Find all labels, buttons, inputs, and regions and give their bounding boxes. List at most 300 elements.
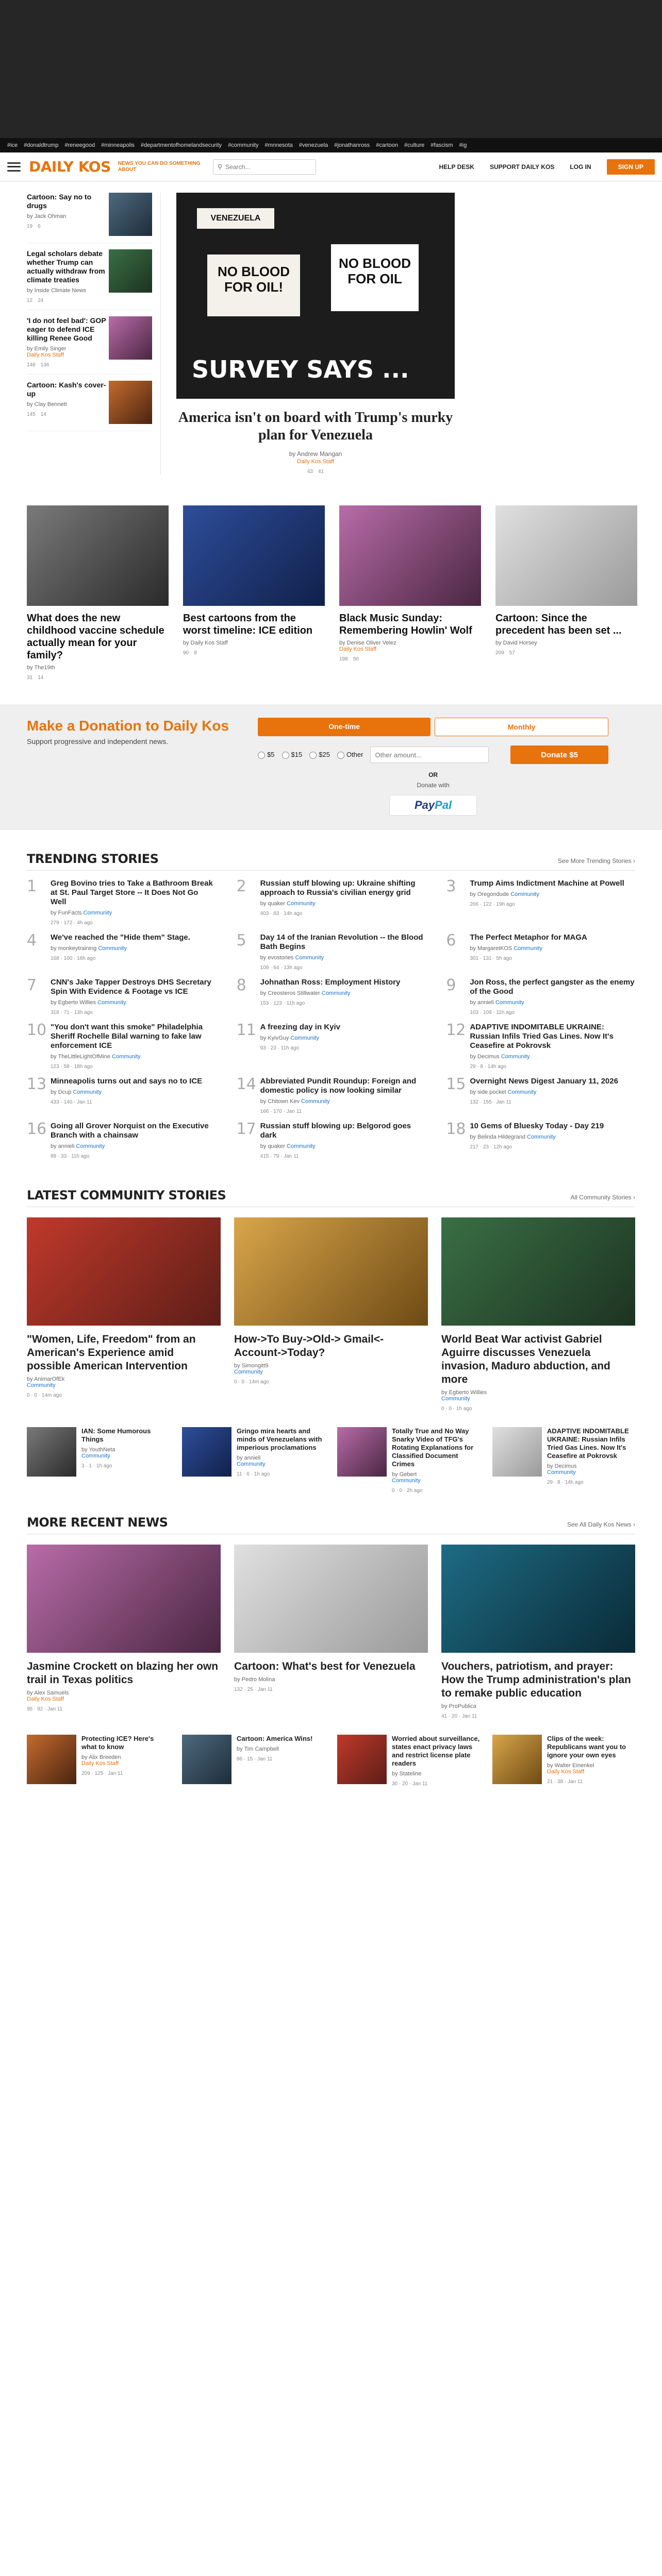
- trending-item[interactable]: [446, 1122, 635, 1159]
- story-byline[interactable]: by Clay Bennett: [27, 401, 67, 408]
- story-card[interactable]: [27, 505, 169, 681]
- story-byline[interactable]: by Egberto Willies: [441, 1389, 487, 1396]
- story-title[interactable]: CNN's Jake Tapper Destroys DHS Secretary Spin With Evidence & Footage vs ICE: [51, 978, 211, 996]
- story-byline[interactable]: by The19th: [27, 665, 55, 671]
- recommend-count[interactable]: 90: [183, 650, 189, 656]
- rank-number: 18: [446, 1120, 466, 1138]
- search-input[interactable]: [225, 163, 311, 171]
- donate-title: Make a Donation to Daily Kos: [27, 718, 229, 734]
- story-title[interactable]: Russian stuff blowing up: Belgorod goes dark: [260, 1122, 411, 1140]
- topic-tag[interactable]: #ig: [459, 142, 467, 148]
- story-meta: 0 · 0 · 1h ago: [441, 1406, 472, 1412]
- story-byline: [51, 1143, 216, 1149]
- side-story[interactable]: [27, 316, 152, 375]
- topic-tag[interactable]: #ice: [7, 142, 18, 148]
- trending-body: [470, 879, 624, 926]
- rank-number: 11: [236, 1021, 256, 1039]
- community-tag[interactable]: Community: [507, 1089, 537, 1095]
- feature-title[interactable]: America isn't on board with Trump's murky plan for Venezuela: [178, 410, 453, 443]
- story-thumbnail[interactable]: [182, 1735, 231, 1784]
- amount-label: $25: [319, 751, 330, 759]
- story-byline: [260, 990, 401, 996]
- comment-count[interactable]: 8: [194, 650, 197, 656]
- story-title[interactable]: Gringo mira hearts and minds of Venezuelans with imperious proclamations: [237, 1427, 322, 1451]
- story-byline[interactable]: by Stateline: [392, 1771, 422, 1777]
- topic-tag[interactable]: #departmentofhomelandsecurity: [141, 142, 222, 148]
- comment-count[interactable]: 24: [38, 298, 44, 303]
- story-title[interactable]: Jon Ross, the perfect gangster as the enemy of the Good: [470, 978, 635, 996]
- story-meta: [495, 650, 637, 656]
- comment-count[interactable]: 50: [353, 656, 359, 662]
- radio-button[interactable]: [282, 752, 289, 759]
- community-tag[interactable]: Community: [527, 1134, 556, 1140]
- recommend-count[interactable]: 19: [27, 224, 33, 229]
- amount-option[interactable]: [282, 751, 303, 759]
- rank-number: 15: [446, 1075, 466, 1093]
- monthly-toggle[interactable]: Monthly: [435, 718, 608, 736]
- story-meta: 301 · 131 · 5h ago: [470, 956, 512, 961]
- search-box[interactable]: [213, 159, 316, 175]
- story-title[interactable]: How->To Buy->Old-> Gmail<-Account->Today?: [234, 1333, 384, 1359]
- author-link[interactable]: by evostories: [260, 955, 294, 961]
- story-meta: 206 · 122 · 19h ago: [470, 902, 515, 907]
- comment-count[interactable]: 136: [40, 362, 49, 368]
- trending-item[interactable]: [27, 879, 216, 926]
- story-byline[interactable]: by Alix Breeden: [81, 1754, 121, 1760]
- protest-sign: NO BLOOD FOR OIL!: [207, 255, 300, 316]
- story-title[interactable]: "You don't want this smoke" Philadelphia Sheriff Rochelle Bilal warning to fake law enforcement ICE: [51, 1023, 203, 1050]
- feature-image[interactable]: [176, 193, 455, 399]
- story-thumbnail[interactable]: [109, 249, 152, 293]
- author-link[interactable]: by quaker: [260, 1143, 285, 1149]
- trending-item[interactable]: [27, 933, 216, 971]
- story-byline: [470, 999, 635, 1006]
- trending-item[interactable]: [27, 978, 216, 1015]
- side-stories: [27, 193, 161, 474]
- feature-story[interactable]: [161, 193, 635, 474]
- story-image[interactable]: [183, 505, 325, 606]
- mini-story[interactable]: [27, 1735, 170, 1787]
- author-link[interactable]: by MargaretKOS: [470, 945, 512, 952]
- story-byline[interactable]: by Daily Kos Staff: [183, 640, 228, 646]
- story-byline[interactable]: by Jack Ohman: [27, 213, 67, 219]
- side-story[interactable]: [27, 249, 152, 310]
- story-title[interactable]: Day 14 of the Iranian Revolution -- the Blood Bath Begins: [260, 933, 423, 951]
- trending-item[interactable]: [446, 1077, 635, 1114]
- story-byline[interactable]: by AnimarOfEk: [27, 1376, 65, 1382]
- story-title[interactable]: 10 Gems of Bluesky Today - Day 219: [470, 1122, 604, 1130]
- side-story-text: [27, 249, 109, 303]
- trending-body: [51, 1122, 216, 1159]
- side-story[interactable]: [27, 193, 152, 243]
- recommend-count[interactable]: 31: [27, 675, 33, 681]
- mini-story[interactable]: [182, 1735, 325, 1787]
- trending-body: [260, 1023, 340, 1070]
- trending-body: [470, 1023, 635, 1070]
- story-meta: 132 · 25 · Jan 11: [234, 1687, 273, 1692]
- recommend-count[interactable]: 209: [495, 650, 504, 656]
- radio-button[interactable]: [309, 752, 317, 759]
- story-byline[interactable]: by Gebert: [392, 1471, 417, 1478]
- site-logo[interactable]: DAILY KOS: [29, 158, 111, 175]
- author-link[interactable]: by annieli: [51, 1143, 75, 1149]
- mini-story[interactable]: [337, 1735, 480, 1787]
- trending-item[interactable]: [446, 879, 635, 926]
- story-meta: 109 · 64 · 13h ago: [260, 965, 303, 971]
- story-byline[interactable]: by annieli: [237, 1455, 261, 1461]
- community-tag[interactable]: Community: [295, 955, 324, 961]
- mini-story[interactable]: [337, 1427, 480, 1494]
- story-title[interactable]: ADAPTIVE INDOMITABLE UKRAINE: Russian Infils Tried Gas Lines. Now It's Ceasefire at Pokrovsk: [547, 1427, 629, 1460]
- see-more-link[interactable]: See All Daily Kos News ›: [567, 1521, 635, 1528]
- story-byline[interactable]: by Emily Singer: [27, 346, 67, 352]
- community-tag[interactable]: Community: [392, 1478, 421, 1484]
- trending-item[interactable]: [237, 1023, 426, 1070]
- story-title[interactable]: Johnathan Ross: Employment History: [260, 978, 401, 987]
- community-tag[interactable]: Daily Kos Staff: [547, 1769, 584, 1775]
- story-meta: 0 · 0 · 14m ago: [27, 1393, 62, 1398]
- topic-tag[interactable]: #cartoon: [376, 142, 399, 148]
- feature-meta: [176, 469, 455, 474]
- community-tag[interactable]: Daily Kos Staff: [27, 1696, 64, 1702]
- story-image[interactable]: [441, 1217, 635, 1326]
- recommend-count[interactable]: 148: [27, 362, 36, 368]
- story-thumbnail[interactable]: [109, 316, 152, 360]
- topic-tag[interactable]: #culture: [404, 142, 425, 148]
- author-link[interactable]: by Creosteros Stillwater: [260, 990, 320, 996]
- rank-number: 14: [236, 1075, 256, 1093]
- trending-item[interactable]: [27, 1077, 216, 1114]
- community-tag[interactable]: Community: [73, 1089, 102, 1095]
- mini-story[interactable]: [492, 1427, 635, 1494]
- story-card[interactable]: [495, 505, 637, 681]
- story-title[interactable]: 'I do not feel bad': GOP eager to defend ICE killing Renee Good: [27, 316, 106, 342]
- mini-story[interactable]: [27, 1427, 170, 1494]
- story-meta: 318 · 71 · 13h ago: [51, 1010, 93, 1015]
- community-tag[interactable]: Community: [301, 1098, 330, 1105]
- community-tag[interactable]: Community: [97, 999, 126, 1006]
- author-link[interactable]: by monkeytraining: [51, 945, 97, 952]
- story-title[interactable]: Cartoon: Kash's cover-up: [27, 381, 106, 398]
- story-meta: 209 · 125 · Jan 11: [81, 1771, 123, 1776]
- recommend-count[interactable]: 43: [307, 469, 313, 474]
- community-tag[interactable]: Community: [237, 1461, 266, 1467]
- trending-item[interactable]: [27, 1122, 216, 1159]
- story-card[interactable]: [27, 1545, 221, 1719]
- story-card[interactable]: [183, 505, 325, 681]
- story-title[interactable]: Best cartoons from the worst timeline: ICE edition: [183, 613, 313, 636]
- trending-list: [27, 879, 635, 1166]
- login-link[interactable]: LOG IN: [570, 163, 591, 171]
- topic-tag[interactable]: #community: [228, 142, 259, 148]
- story-thumbnail[interactable]: [492, 1427, 542, 1477]
- story-byline: [470, 1054, 635, 1060]
- story-thumbnail[interactable]: [337, 1427, 387, 1477]
- feature-overlay-text: SURVEY SAYS ...: [192, 355, 409, 383]
- community-tag[interactable]: Community: [234, 1369, 263, 1375]
- story-title[interactable]: Black Music Sunday: Remembering Howlin' Wolf: [339, 613, 472, 636]
- comment-count[interactable]: 57: [509, 650, 515, 656]
- community-tag[interactable]: Community: [510, 891, 539, 897]
- amount-label: Other: [346, 751, 363, 759]
- community-tag[interactable]: Daily Kos Staff: [81, 1760, 119, 1767]
- story-byline[interactable]: by ProPublica: [441, 1703, 476, 1709]
- mini-body: [547, 1735, 635, 1787]
- story-meta: [339, 656, 481, 662]
- author-link[interactable]: by Egberto Willies: [51, 999, 96, 1006]
- author-link[interactable]: by KyivGuy: [260, 1035, 289, 1041]
- story-title[interactable]: Protecting ICE? Here's what to know: [81, 1735, 154, 1751]
- amount-option[interactable]: [309, 751, 330, 759]
- story-byline[interactable]: by Alex Samuels: [27, 1690, 69, 1696]
- rank-number: 2: [236, 877, 246, 895]
- story-meta: 41 · 20 · Jan 11: [441, 1714, 477, 1719]
- trending-item[interactable]: [237, 1077, 426, 1114]
- see-more-link[interactable]: See More Trending Stories ›: [557, 857, 635, 865]
- story-card[interactable]: [441, 1545, 635, 1719]
- community-tag[interactable]: Community: [112, 1054, 141, 1060]
- comment-count[interactable]: 14: [38, 675, 44, 681]
- story-meta: 11 · 6 · 1h ago: [237, 1471, 270, 1477]
- story-image[interactable]: [339, 505, 481, 606]
- story-title[interactable]: Trump Aims Indictment Machine at Powell: [470, 879, 624, 888]
- trending-body: [51, 978, 216, 1015]
- community-tag[interactable]: Community: [27, 1382, 56, 1388]
- menu-icon[interactable]: [7, 162, 21, 172]
- story-title[interactable]: A freezing day in Kyiv: [260, 1023, 340, 1031]
- story-thumbnail[interactable]: [27, 1427, 76, 1477]
- author-link[interactable]: by Chitown Kev: [260, 1098, 300, 1105]
- story-title[interactable]: Russian stuff blowing up: Ukraine shifting approach to Russia's civilian energy grid: [260, 879, 416, 897]
- story-title[interactable]: "Women, Life, Freedom" from an American's Experience amid possible American Intervention: [27, 1333, 196, 1372]
- radio-button[interactable]: [337, 752, 344, 759]
- story-byline[interactable]: by Denise Oliver Velez: [339, 640, 396, 646]
- author-link[interactable]: by Dcup: [51, 1089, 72, 1095]
- story-byline[interactable]: by Inside Climate News: [27, 287, 86, 294]
- story-title[interactable]: Vouchers, patriotism, and prayer: How the Trump administration's plan to remake public education: [441, 1660, 631, 1699]
- comment-count[interactable]: 6: [38, 224, 41, 229]
- side-story-text: [27, 381, 109, 425]
- story-image[interactable]: [234, 1217, 428, 1326]
- story-title[interactable]: Going all Grover Norquist on the Executive Branch with a chainsaw: [51, 1122, 209, 1140]
- story-byline: [470, 891, 624, 897]
- story-thumbnail[interactable]: [27, 1735, 76, 1784]
- story-thumbnail[interactable]: [337, 1735, 387, 1784]
- author-link[interactable]: by TheLittleLightOfMine: [51, 1054, 110, 1060]
- topic-tag[interactable]: #venezuela: [299, 142, 328, 148]
- story-meta: 95 · 92 · Jan 11: [27, 1706, 63, 1712]
- ad-banner: [0, 0, 662, 138]
- story-meta: 433 · 140 · Jan 11: [51, 1099, 92, 1105]
- story-title[interactable]: Jasmine Crockett on blazing her own trail in Texas politics: [27, 1660, 219, 1686]
- story-image[interactable]: [27, 1217, 221, 1326]
- author-link[interactable]: by FunFacts: [51, 910, 82, 916]
- see-more-link[interactable]: All Community Stories ›: [570, 1194, 635, 1201]
- author-link[interactable]: by Oregondude: [470, 891, 509, 897]
- protest-sign: NO BLOOD FOR OIL: [331, 244, 419, 311]
- story-image[interactable]: [27, 505, 169, 606]
- story-meta: 0 · 0 · 14m ago: [234, 1379, 269, 1385]
- story-byline[interactable]: by Walter Einenkel: [547, 1762, 594, 1769]
- story-title[interactable]: The Perfect Metaphor for MAGA: [470, 933, 587, 942]
- trending-body: [260, 879, 426, 926]
- feature-author[interactable]: by Andrew Mangan: [289, 450, 342, 457]
- topic-tag[interactable]: #reneegood: [64, 142, 95, 148]
- topic-tag[interactable]: #donaldtrump: [24, 142, 59, 148]
- community-tag[interactable]: Community: [290, 1035, 319, 1041]
- community-tag[interactable]: Community: [83, 910, 112, 916]
- story-title[interactable]: We've reached the "Hide them" Stage.: [51, 933, 190, 942]
- community-tag[interactable]: Community: [287, 1143, 316, 1149]
- author-link[interactable]: by annieli: [470, 999, 494, 1006]
- one-time-toggle[interactable]: One-time: [258, 718, 431, 736]
- trending-header: [27, 852, 635, 871]
- trending-item[interactable]: [237, 933, 426, 971]
- radio-button[interactable]: [258, 752, 265, 759]
- trending-item[interactable]: [237, 879, 426, 926]
- donate-button[interactable]: Donate $5: [510, 745, 608, 764]
- story-title[interactable]: ADAPTIVE INDOMITABLE UKRAINE: Russian Infils Tried Gas Lines. Now It's Ceasefire at Pokrovsk: [470, 1023, 614, 1050]
- trending-body: [470, 1122, 604, 1159]
- story-thumbnail[interactable]: [109, 193, 152, 236]
- story-meta: 168 · 100 · 16h ago: [51, 956, 96, 961]
- support-link[interactable]: SUPPORT DAILY KOS: [489, 163, 555, 171]
- staff-badge: Daily Kos Staff: [297, 459, 334, 465]
- trending-body: [260, 1077, 426, 1114]
- story-meta: 0 · 0 · 2h ago: [392, 1488, 423, 1494]
- mini-story[interactable]: [492, 1735, 635, 1787]
- staff-badge: Daily Kos Staff: [27, 352, 64, 358]
- community-tag[interactable]: Community: [547, 1469, 576, 1476]
- story-title[interactable]: What does the new childhood vaccine schedule actually mean for your family?: [27, 613, 164, 661]
- story-card[interactable]: [27, 1217, 221, 1412]
- story-image[interactable]: [441, 1545, 635, 1653]
- author-link[interactable]: by side pocket: [470, 1089, 506, 1095]
- story-title[interactable]: Legal scholars debate whether Trump can actually withdraw from climate treaties: [27, 249, 105, 284]
- topic-tag[interactable]: #minneapolis: [101, 142, 135, 148]
- story-title[interactable]: Greg Bovino tries to Take a Bathroom Break at St. Paul Target Store -- It Does Not Go Well: [51, 879, 213, 906]
- recommend-count[interactable]: 12: [27, 298, 33, 303]
- story-card[interactable]: [234, 1545, 428, 1719]
- amount-option[interactable]: [258, 751, 274, 759]
- trending-body: [470, 1077, 618, 1114]
- story-title[interactable]: World Beat War activist Gabriel Aguirre discusses Venezuela invasion, Maduro abduction, and more: [441, 1333, 610, 1385]
- community-tag[interactable]: Community: [321, 990, 351, 996]
- comment-count[interactable]: 14: [40, 412, 46, 417]
- recommend-count[interactable]: 198: [339, 656, 348, 662]
- staff-badge: Daily Kos Staff: [339, 646, 376, 652]
- trending-item[interactable]: [27, 1023, 216, 1070]
- rank-number: 5: [236, 931, 246, 950]
- mini-story[interactable]: [182, 1427, 325, 1494]
- story-title[interactable]: Cartoon: Since the precedent has been set ...: [495, 613, 622, 636]
- story-byline[interactable]: by Simongitt9: [234, 1363, 269, 1369]
- story-thumbnail[interactable]: [492, 1735, 542, 1784]
- story-image[interactable]: [495, 505, 637, 606]
- story-title[interactable]: Minneapolis turns out and says no to ICE: [51, 1077, 203, 1086]
- amount-option[interactable]: [337, 751, 363, 759]
- story-meta: 279 · 172 · 4h ago: [51, 920, 93, 926]
- topic-tag[interactable]: #fascism: [431, 142, 453, 148]
- trending-body: [470, 978, 635, 1015]
- side-story[interactable]: [27, 381, 152, 431]
- story-byline: [51, 945, 190, 952]
- story-title[interactable]: Cartoon: Say no to drugs: [27, 193, 92, 210]
- story-meta: 21 · 38 · Jan 11: [547, 1779, 583, 1785]
- story-byline[interactable]: by Pedro Molina: [234, 1676, 275, 1683]
- author-link[interactable]: by quaker: [260, 901, 285, 907]
- donate-with-label: Donate with: [417, 782, 450, 789]
- topic-tag-bar: [0, 138, 662, 152]
- community-tag[interactable]: Community: [501, 1054, 530, 1060]
- story-byline[interactable]: by Tim Campbell: [237, 1746, 279, 1752]
- story-meta: 86 · 15 · Jan 11: [237, 1756, 273, 1762]
- story-title[interactable]: Totally True and No Way Snarky Video of TFG's Rotating Explanations for Classified Document Crimes: [392, 1427, 474, 1468]
- comment-count[interactable]: 41: [318, 469, 324, 474]
- community-tag[interactable]: Community: [495, 999, 524, 1006]
- topic-tag[interactable]: #mnnesota: [264, 142, 293, 148]
- story-card[interactable]: [234, 1217, 428, 1412]
- community-tag[interactable]: Community: [514, 945, 542, 952]
- community-tag[interactable]: Community: [287, 901, 316, 907]
- trending-item[interactable]: [237, 1122, 426, 1159]
- signup-button[interactable]: SIGN UP: [607, 159, 655, 175]
- story-card[interactable]: [441, 1217, 635, 1412]
- story-card[interactable]: [339, 505, 481, 681]
- recommend-count[interactable]: 145: [27, 412, 36, 417]
- story-meta: 123 · 58 · 18h ago: [51, 1064, 93, 1070]
- author-link[interactable]: by Belinda Hildegrand: [470, 1134, 525, 1140]
- story-meta: 217 · 23 · 12h ago: [470, 1144, 512, 1150]
- community-tag[interactable]: Community: [76, 1143, 105, 1149]
- trending-item[interactable]: [446, 933, 635, 971]
- story-title[interactable]: Overnight News Digest January 11, 2026: [470, 1077, 618, 1086]
- topic-tag[interactable]: #jonathanross: [334, 142, 370, 148]
- story-meta: 89 · 33 · 11h ago: [51, 1154, 90, 1159]
- community-tag[interactable]: Community: [441, 1396, 470, 1402]
- story-byline[interactable]: by Decimus: [547, 1463, 577, 1469]
- paypal-button[interactable]: [389, 795, 477, 816]
- story-thumbnail[interactable]: [182, 1427, 231, 1477]
- story-image[interactable]: [27, 1545, 221, 1653]
- help-desk-link[interactable]: HELP DESK: [439, 163, 474, 171]
- story-title[interactable]: Cartoon: America Wins!: [237, 1735, 313, 1742]
- rank-number: 8: [236, 976, 246, 994]
- community-tag[interactable]: Community: [81, 1453, 110, 1459]
- mini-body: [392, 1735, 480, 1787]
- story-byline[interactable]: by YouthNeta: [81, 1447, 115, 1453]
- paypal-logo-pay: Pay: [414, 799, 435, 811]
- community-tag[interactable]: Community: [98, 945, 127, 952]
- trending-item[interactable]: [237, 978, 426, 1015]
- story-byline: [260, 1143, 426, 1149]
- other-amount-input[interactable]: [370, 747, 489, 763]
- story-title[interactable]: Worried about surveillance, states enact privacy laws and restrict license plate readers: [392, 1735, 480, 1767]
- story-image[interactable]: [234, 1545, 428, 1653]
- rank-number: 3: [446, 877, 456, 895]
- story-title[interactable]: Cartoon: What's best for Venezuela: [234, 1660, 416, 1672]
- story-title[interactable]: IAN: Some Humorous Things: [81, 1427, 151, 1443]
- story-title[interactable]: Clips of the week: Republicans want you to ignore your own eyes: [547, 1735, 626, 1759]
- story-byline[interactable]: by David Horsey: [495, 640, 537, 646]
- rank-number: 7: [27, 976, 37, 994]
- story-thumbnail[interactable]: [109, 381, 152, 424]
- trending-item[interactable]: [446, 978, 635, 1015]
- trending-item[interactable]: [446, 1023, 635, 1070]
- author-link[interactable]: by Decimus: [470, 1054, 500, 1060]
- trending-body: [51, 879, 216, 926]
- story-title[interactable]: Abbreviated Pundit Roundup: Foreign and domestic policy is now looking similar: [260, 1077, 417, 1095]
